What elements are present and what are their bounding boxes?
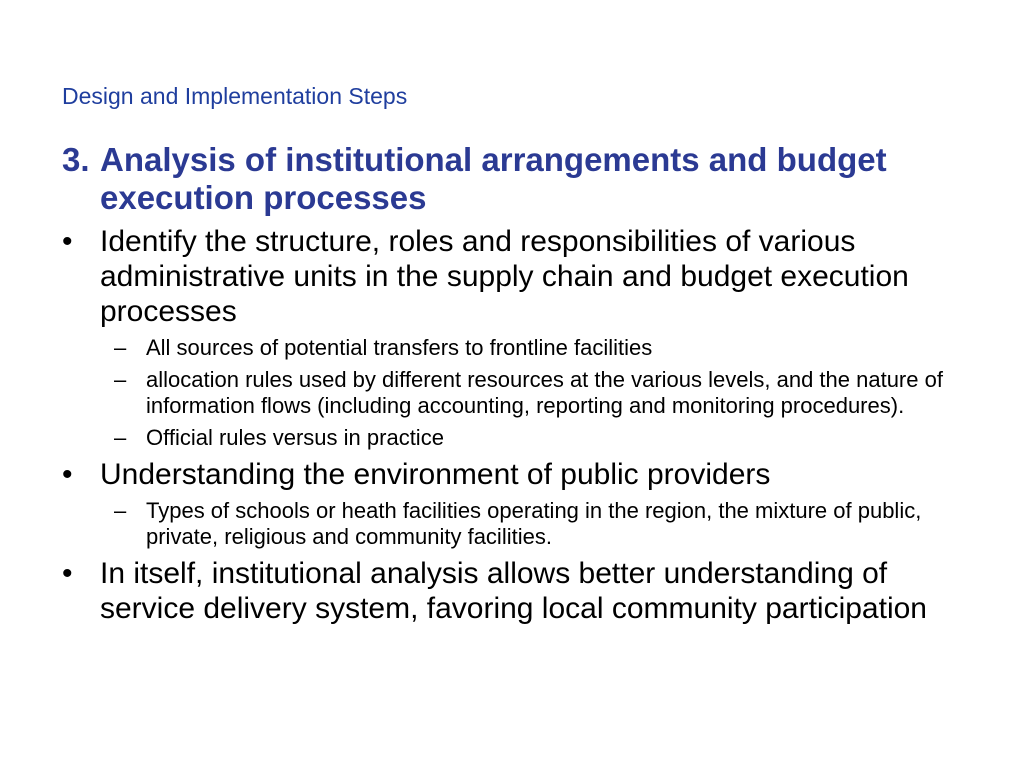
sub-list xyxy=(62,498,962,550)
sub-item xyxy=(62,335,962,361)
section-number: 3. xyxy=(62,141,90,178)
sub-marker: – xyxy=(114,498,127,523)
sub-list xyxy=(62,335,962,451)
bullet-text: Understanding the environment of public providers xyxy=(100,458,771,491)
slide-content xyxy=(62,141,962,626)
sub-text: Official rules versus in practice xyxy=(146,425,444,450)
section-heading-text: Analysis of institutional arrangements and budget execution processes xyxy=(100,141,887,216)
sub-item xyxy=(62,367,962,419)
bullet-marker: • xyxy=(62,225,73,258)
bullet-marker: • xyxy=(62,557,73,590)
sub-text: allocation rules used by different resources at the various levels, and the nature of information flows (including accounting, reporting and monitoring procedures). xyxy=(146,367,943,418)
sub-marker: – xyxy=(114,335,127,360)
bullet-text: In itself, institutional analysis allows better understanding of service delivery system, favoring local community participation xyxy=(100,557,927,625)
sub-marker: – xyxy=(114,367,127,392)
slide-title: Design and Implementation Steps xyxy=(62,83,408,109)
sub-item xyxy=(62,498,962,550)
sub-marker: – xyxy=(114,425,127,450)
bullet-marker: • xyxy=(62,458,73,491)
bullet-text: Identify the structure, roles and responsibilities of various administrative units in the supply chain and budget execution processes xyxy=(100,225,909,328)
section-heading xyxy=(62,141,962,217)
sub-item xyxy=(62,425,962,451)
sub-text: All sources of potential transfers to frontline facilities xyxy=(146,335,653,360)
sub-text: Types of schools or heath facilities operating in the region, the mixture of public, private, religious and community facilities. xyxy=(146,498,922,549)
bullet-item xyxy=(62,556,962,626)
bullet-item xyxy=(62,224,962,329)
bullet-item xyxy=(62,457,962,492)
